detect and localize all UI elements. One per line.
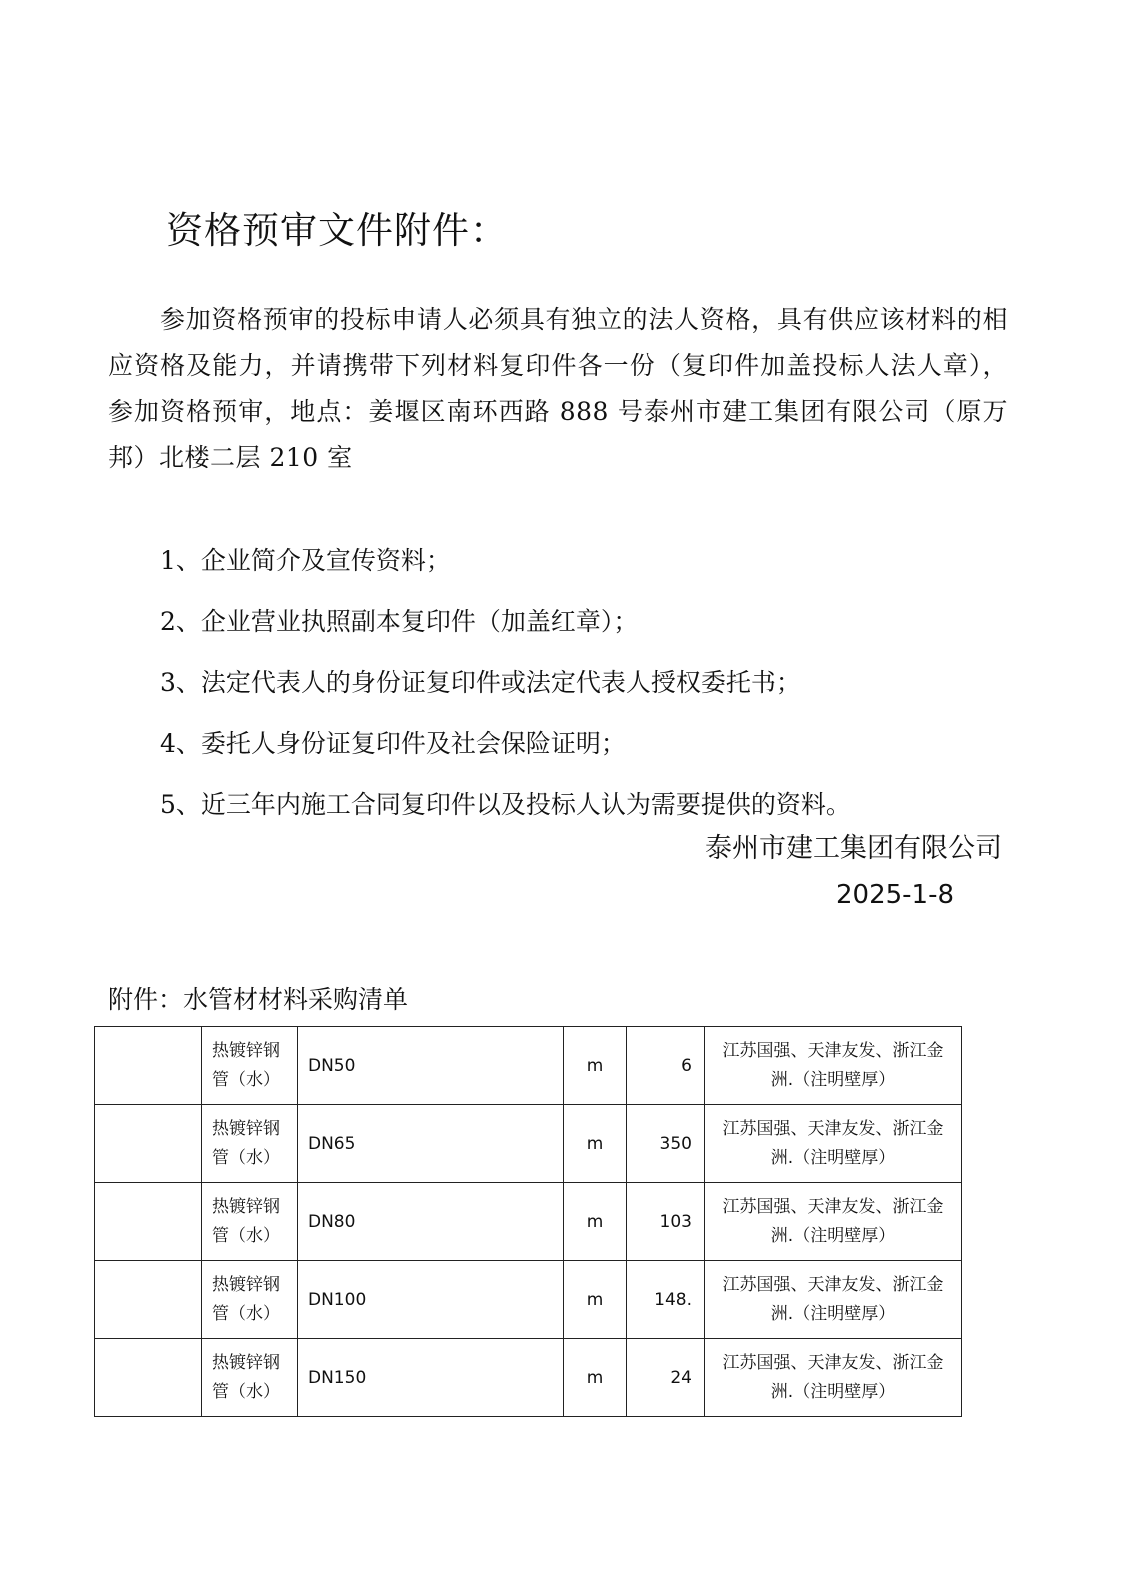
table-row (95, 1339, 962, 1417)
cell-qty: 148. (627, 1261, 705, 1339)
cell-unit: m (564, 1105, 627, 1183)
cell-qty: 350 (627, 1105, 705, 1183)
cell-brand (705, 1261, 962, 1339)
brand-line: 江苏国强、天津友发、浙江金 (722, 1040, 944, 1061)
cell-brand (705, 1105, 962, 1183)
name-line: 热镀锌钢 (212, 1040, 280, 1061)
materials-table (94, 1026, 962, 1417)
brand-line: 江苏国强、天津友发、浙江金 (722, 1274, 944, 1295)
cell-qty: 103 (627, 1183, 705, 1261)
requirement-item-1: 1、企业简介及宣传资料； (160, 546, 451, 575)
cell-spec: DN80 (298, 1183, 564, 1261)
document-title: 资格预审文件附件： (166, 209, 508, 252)
name-line: 管（水） (212, 1147, 280, 1168)
brand-line: 江苏国强、天津友发、浙江金 (722, 1196, 944, 1217)
cell-spec: DN65 (298, 1105, 564, 1183)
requirement-item-4: 4、委托人身份证复印件及社会保险证明； (160, 729, 626, 758)
cell-unit: m (564, 1183, 627, 1261)
name-line: 管（水） (212, 1303, 280, 1324)
signature-company: 泰州市建工集团有限公司 (705, 833, 1002, 864)
table-row (95, 1183, 962, 1261)
signature-date: 2025-1-8 (836, 880, 955, 910)
brand-line: 江苏国强、天津友发、浙江金 (722, 1118, 944, 1139)
requirement-item-5: 5、近三年内施工合同复印件以及投标人认为需要提供的资料。 (160, 790, 851, 819)
cell-no (95, 1105, 202, 1183)
name-line: 管（水） (212, 1381, 280, 1402)
cell-spec: DN100 (298, 1261, 564, 1339)
name-line: 热镀锌钢 (212, 1274, 280, 1295)
cell-name (202, 1339, 298, 1417)
name-line: 热镀锌钢 (212, 1196, 280, 1217)
cell-name (202, 1027, 298, 1105)
table-row (95, 1261, 962, 1339)
name-line: 管（水） (212, 1069, 280, 1090)
name-line: 热镀锌钢 (212, 1352, 280, 1373)
cell-qty: 24 (627, 1339, 705, 1417)
table-row (95, 1027, 962, 1105)
cell-brand (705, 1183, 962, 1261)
cell-qty: 6 (627, 1027, 705, 1105)
cell-spec: DN50 (298, 1027, 564, 1105)
cell-unit: m (564, 1027, 627, 1105)
brand-line: 洲.（注明壁厚） (770, 1069, 896, 1090)
requirement-item-3: 3、法定代表人的身份证复印件或法定代表人授权委托书； (160, 668, 801, 697)
brand-line: 洲.（注明壁厚） (770, 1381, 896, 1402)
cell-brand (705, 1339, 962, 1417)
cell-spec: DN150 (298, 1339, 564, 1417)
name-line: 热镀锌钢 (212, 1118, 280, 1139)
cell-no (95, 1183, 202, 1261)
requirements-list (160, 530, 851, 835)
cell-no (95, 1261, 202, 1339)
requirement-item-2: 2、企业营业执照副本复印件（加盖红章）； (160, 607, 639, 636)
cell-name (202, 1105, 298, 1183)
annex-title: 附件：水管材材料采购清单 (108, 985, 409, 1014)
cell-name (202, 1183, 298, 1261)
brand-line: 洲.（注明壁厚） (770, 1303, 896, 1324)
brand-line: 洲.（注明壁厚） (770, 1225, 896, 1246)
table-row (95, 1105, 962, 1183)
cell-no (95, 1027, 202, 1105)
cell-unit: m (564, 1339, 627, 1417)
brand-line: 江苏国强、天津友发、浙江金 (722, 1352, 944, 1373)
cell-brand (705, 1027, 962, 1105)
cell-unit: m (564, 1261, 627, 1339)
intro-paragraph: 参加资格预审的投标申请人必须具有独立的法人资格，具有供应该材料的相应资格及能力，并请携带下列材料复印件各一份（复印件加盖投标人法人章），参加资格预审，地点：姜堰区南环西路 888 号泰州市建工集团有限公司（原万邦）北楼二层 210 室 (108, 305, 1008, 472)
brand-line: 洲.（注明壁厚） (770, 1147, 896, 1168)
name-line: 管（水） (212, 1225, 280, 1246)
cell-name (202, 1261, 298, 1339)
cell-no (95, 1339, 202, 1417)
